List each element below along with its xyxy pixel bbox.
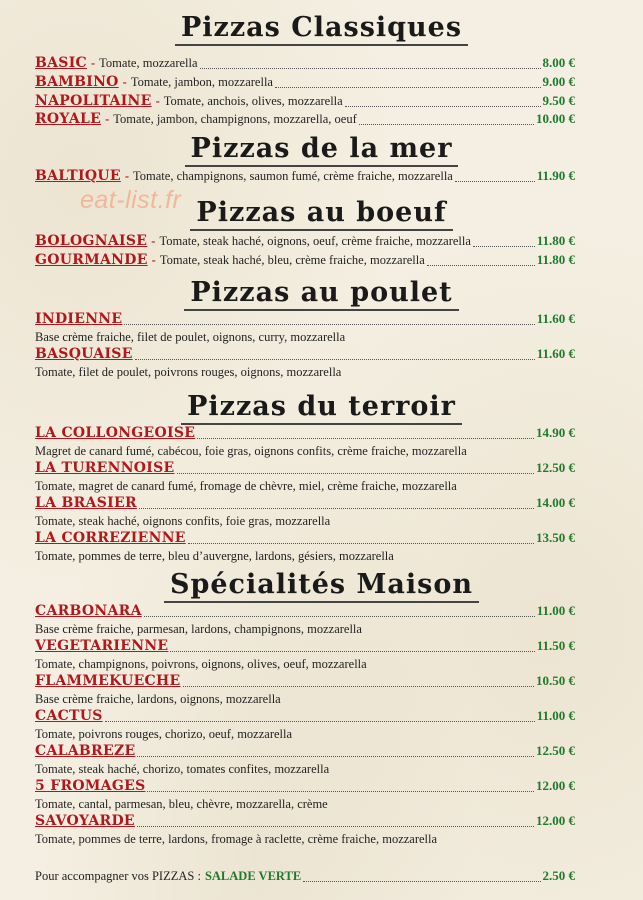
price: 9.00 € [542,74,575,89]
menu-item: ROYALE - Tomate, jambon, champignons, mozzarella, oeuf 10.00 € [35,111,575,127]
price: 11.50 € [536,638,575,653]
price: 13.50 € [536,530,575,545]
price: 2.50 € [542,868,575,883]
menu-item: 5 FROMAGES 12.00 € [35,778,575,794]
watermark: eat-list.fr [80,186,182,214]
menu-item: BOLOGNAISE - Tomate, steak haché, oignons, oeuf, crème fraiche, mozzarella 11.80 € [35,233,575,249]
item-description: Magret de canard fumé, cabécou, foie gras, oignons confits, crème fraiche, mozzarella [35,444,467,458]
section-title-terroir: Pizzas du terroir [0,391,643,422]
item-description: Base crème fraiche, parmesan, lardons, champignons, mozzarella [35,622,362,636]
menu-item: SAVOYARDE 12.00 € [35,813,575,829]
price: 12.50 € [536,460,575,475]
section-title-poulet: Pizzas au poulet [0,277,643,308]
price: 12.00 € [536,813,575,828]
menu-item: LA CORREZIENNE 13.50 € [35,530,575,546]
price: 14.90 € [536,425,575,440]
section-title-classiques: Pizzas Classiques [0,12,643,43]
price: 11.00 € [536,603,575,618]
item-description: Tomate, steak haché, oignons confits, foie gras, mozzarella [35,514,331,528]
price: 12.00 € [536,778,575,793]
item-description: Tomate, steak haché, chorizo, tomates confites, mozzarella [35,762,330,776]
item-description: Tomate, champignons, poivrons, oignons, olives, oeuf, mozzarella [35,657,367,671]
price: 11.00 € [536,708,575,723]
price: 11.60 € [536,311,575,326]
menu-item: BASQUAISE 11.60 € [35,346,575,362]
item-description: Tomate, magret de canard fumé, fromage de chèvre, miel, crème fraiche, mozzarella [35,479,457,493]
price: 11.90 € [536,168,575,183]
menu-item: FLAMMEKUECHE 10.50 € [35,673,575,689]
menu-item: BASIC - Tomate, mozzarella 8.00 € [35,55,575,71]
menu-item: INDIENNE 11.60 € [35,311,575,327]
menu-item: LA TURENNOISE 12.50 € [35,460,575,476]
section-title-mer: Pizzas de la mer [0,133,643,164]
menu-item: VEGETARIENNE 11.50 € [35,638,575,654]
item-description: Base crème fraiche, lardons, oignons, mozzarella [35,692,281,706]
price: 10.50 € [536,673,575,688]
price: 14.00 € [536,495,575,510]
price: 11.80 € [536,252,575,267]
item-description: Tomate, filet de poulet, poivrons rouges, oignons, mozzarella [35,365,342,379]
item-description: Tomate, pommes de terre, bleu d’auvergne, lardons, gésiers, mozzarella [35,549,394,563]
price: 8.00 € [542,55,575,70]
price: 11.60 € [536,346,575,361]
salad-item: SALADE VERTE [204,869,302,883]
price: 12.50 € [536,743,575,758]
menu-item: CARBONARA 11.00 € [35,603,575,619]
price: 9.50 € [542,93,575,108]
menu-item: CALABREZE 12.50 € [35,743,575,759]
price: 10.00 € [536,111,575,126]
section-title-boeuf: Pizzas au boeuf [0,197,643,228]
price: 11.80 € [536,233,575,248]
menu-item: BALTIQUE - Tomate, champignons, saumon fumé, crème fraiche, mozzarella 11.90 € [35,168,575,184]
item-description: Tomate, pommes de terre, lardons, fromage à raclette, crème fraiche, mozzarella [35,832,438,846]
menu-item: LA BRASIER 14.00 € [35,495,575,511]
section-title-maison: Spécialités Maison [0,569,643,600]
menu-item: LA COLLONGEOISE 14.90 € [35,425,575,441]
item-description: Base crème fraiche, filet de poulet, oignons, curry, mozzarella [35,330,346,344]
footer-salad-line: Pour accompagner vos PIZZAS : SALADE VERTE 2.50 € [35,868,575,883]
item-description: Tomate, cantal, parmesan, bleu, chèvre, mozzarella, crème [35,797,328,811]
menu-item: NAPOLITAINE - Tomate, anchois, olives, mozzarella 9.50 € [35,93,575,109]
menu-item: CACTUS 11.00 € [35,708,575,724]
menu-item: GOURMANDE - Tomate, steak haché, bleu, crème fraiche, mozzarella 11.80 € [35,252,575,268]
item-description: Tomate, poivrons rouges, chorizo, oeuf, mozzarella [35,727,293,741]
menu-item: BAMBINO - Tomate, jambon, mozzarella 9.00 € [35,74,575,90]
